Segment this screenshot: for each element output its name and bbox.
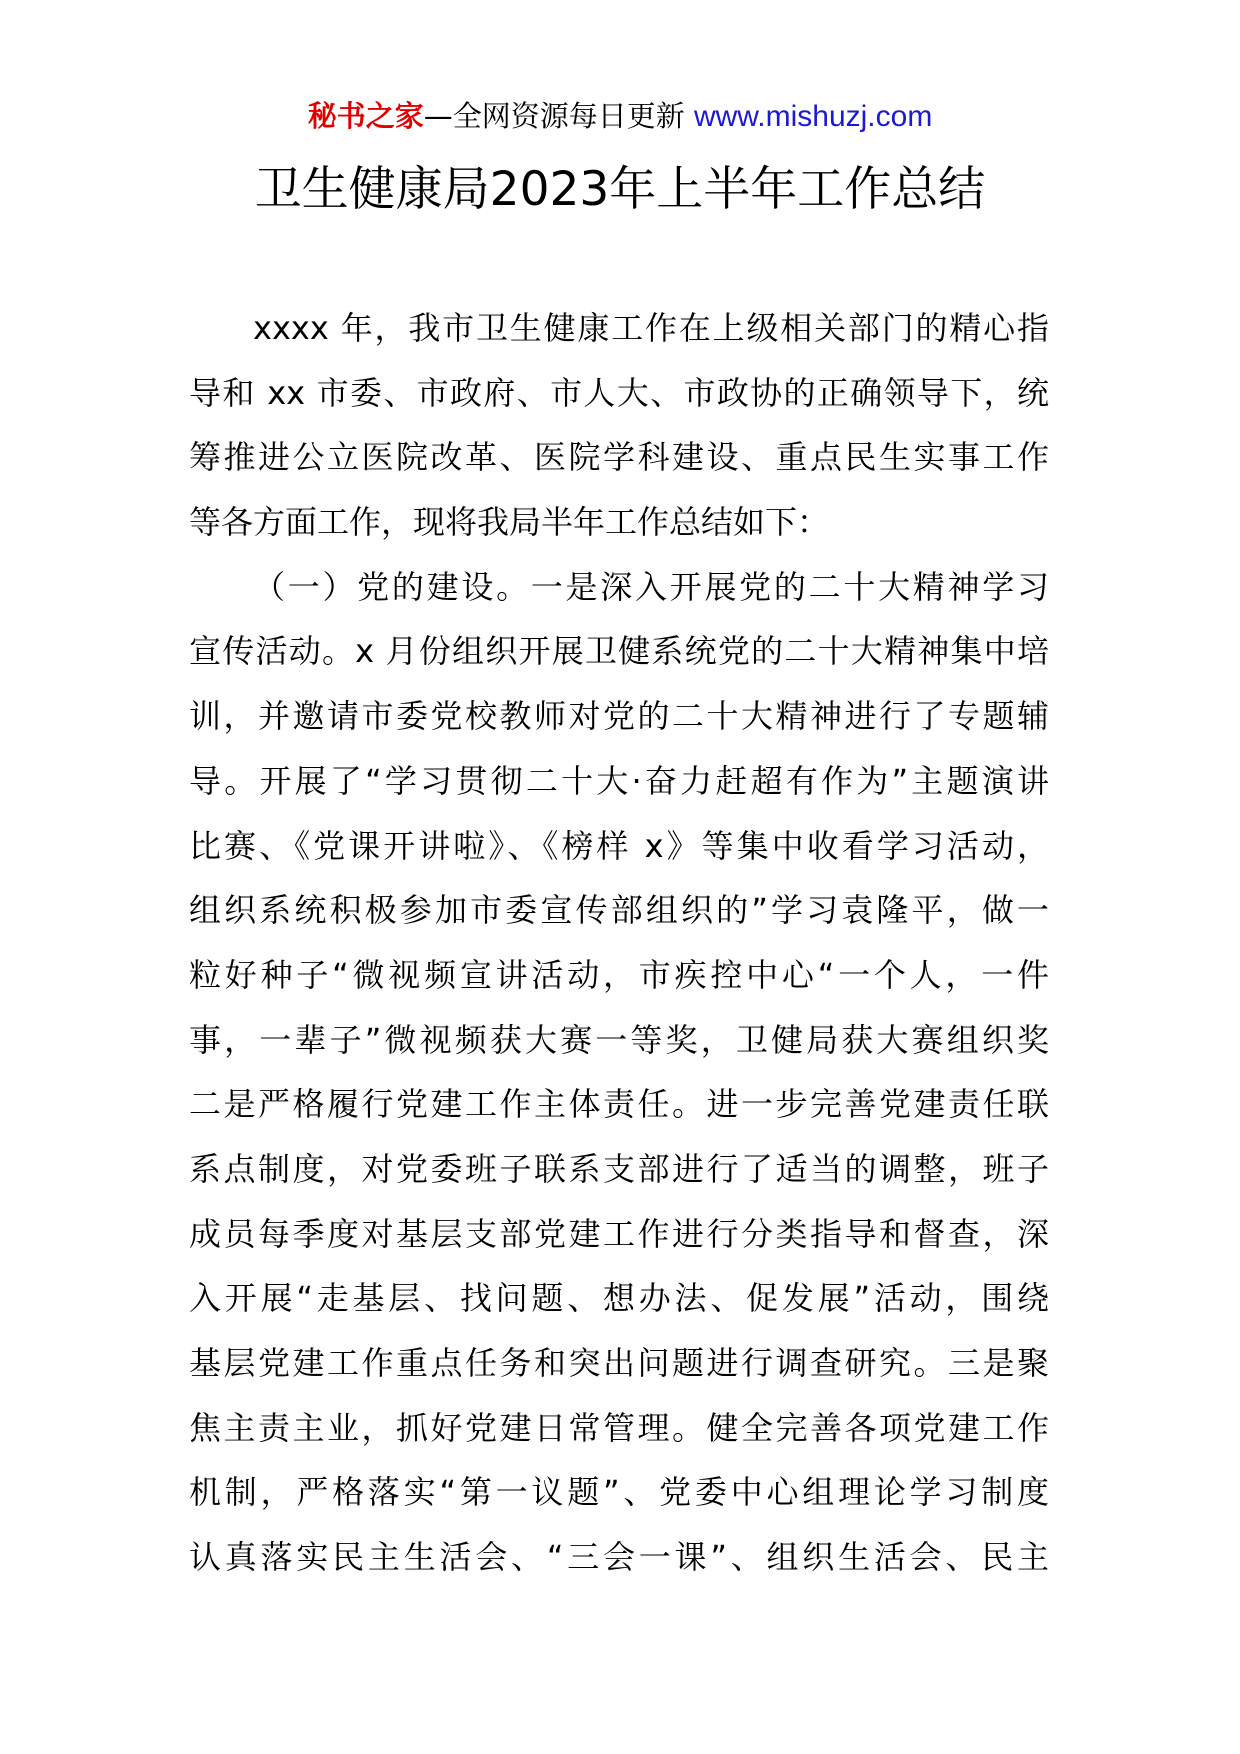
text-line: xxxx 年，我市卫生健康工作在上级相关部门的精心指	[253, 309, 1049, 347]
text-line: 组织系统积极参加市委宣传部组织的”学习袁隆平，做一	[189, 891, 1049, 930]
brand-name: 秘书之家	[307, 99, 424, 133]
text-line: 系点制度，对党委班子联系支部进行了适当的调整，班子	[189, 1149, 1049, 1188]
text-line: 训，并邀请市委党校教师对党的二十大精神进行了专题辅	[189, 697, 1049, 736]
text-line: 等各方面工作，现将我局半年工作总结如下：	[189, 503, 830, 542]
text-line: 入开展“走基层、找问题、想办法、促发展”活动，围绕	[189, 1279, 1049, 1318]
site-url-link[interactable]: www.mishuzj.com	[693, 100, 933, 133]
text-line: 粒好种子“微视频宣讲活动，市疾控中心“一个人，一件	[189, 955, 1049, 994]
text-line: 焦主责主业，抓好党建日常管理。健全完善各项党建工作	[189, 1408, 1049, 1447]
text-line: 成员每季度对基层支部党建工作进行分类指导和督查，深	[189, 1214, 1049, 1253]
document-title: 卫生健康局2023年上半年工作总结	[254, 162, 986, 217]
page-header	[0, 96, 1240, 137]
text-line: （一）党的建设。一是深入开展党的二十大精神学习	[253, 567, 1049, 606]
text-line: 宣传活动。x 月份组织开展卫健系统党的二十大精神集中培	[189, 632, 1049, 671]
text-line: 筹推进公立医院改革、医院学科建设、重点民生实事工作	[189, 438, 1049, 477]
text-line: 比赛、《党课开讲啦》、《榜样 x》等集中收看学习活动，	[189, 826, 1049, 865]
document-body	[189, 296, 1049, 1590]
text-line: 认真落实民主生活会、“三会一课”、组织生活会、民主	[189, 1538, 1049, 1577]
text-line: 事，一辈子”微视频获大赛一等奖，卫健局获大赛组织奖	[189, 1020, 1049, 1059]
text-line: 基层党建工作重点任务和突出问题进行调查研究。三是聚	[189, 1344, 1049, 1382]
text-line: 机制，严格落实“第一议题”、党委中心组理论学习制度	[189, 1473, 1049, 1512]
text-line: 二是严格履行党建工作主体责任。进一步完善党建责任联	[189, 1085, 1049, 1124]
text-line: 导。开展了“学习贯彻二十大·奋力赶超有作为”主题演讲	[189, 761, 1049, 800]
text-line: 导和 xx 市委、市政府、市人大、市政协的正确领导下，统	[189, 373, 1049, 412]
header-tagline: —全网资源每日更新	[423, 99, 685, 133]
